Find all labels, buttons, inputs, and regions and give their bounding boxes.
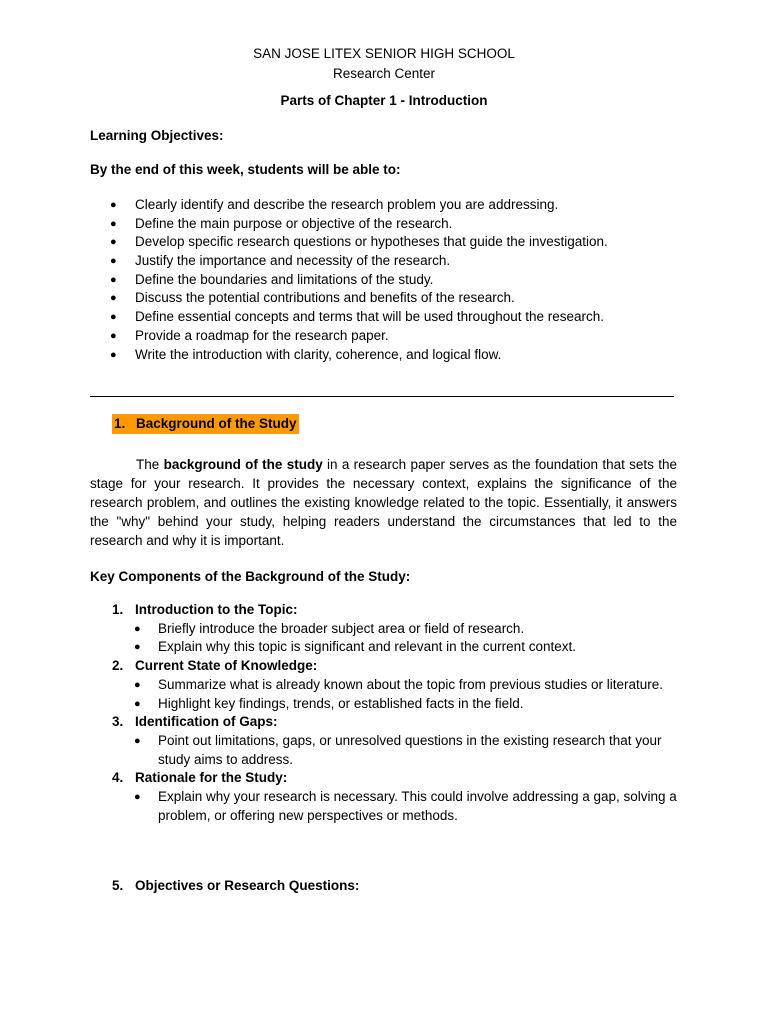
- bullet-icon: ●: [110, 236, 117, 249]
- bullet-icon: ●: [134, 734, 141, 747]
- horizontal-divider: [90, 396, 674, 397]
- list-item: ● Briefly introduce the broader subject area or field of research.: [134, 620, 682, 639]
- list-item: 3. Identification of Gaps: ● Point out limitations, gaps, or unresolved questions in the existing research that your study aims to address.: [112, 713, 682, 769]
- research-center: Research Center: [332, 66, 436, 81]
- objectives-list: [110, 196, 608, 364]
- list-item: ● Explain why this topic is significant and relevant in the current context.: [134, 638, 682, 657]
- school-name: SAN JOSE LITEX SENIOR HIGH SCHOOL: [253, 46, 515, 61]
- list-item: ● Justify the importance and necessity of the research.: [110, 252, 608, 271]
- bullet-icon: ●: [110, 292, 117, 305]
- learning-objectives-heading: Learning Objectives:: [90, 128, 224, 143]
- section-number: 1.: [114, 416, 126, 431]
- key-components-heading: Key Components of the Background of the Study:: [90, 569, 411, 584]
- component-title: Identification of Gaps:: [135, 714, 278, 730]
- list-item: ● Point out limitations, gaps, or unresolved questions in the existing research that your study aims to address.: [134, 732, 662, 767]
- bullet-icon: ●: [110, 348, 117, 361]
- component-title: Rationale for the Study:: [135, 770, 288, 786]
- component-title: Current State of Knowledge:: [135, 658, 318, 674]
- bullet-icon: ●: [110, 199, 117, 211]
- bullet-icon: ●: [110, 329, 117, 342]
- section-heading-background: [112, 414, 299, 434]
- list-item: ● Define the main purpose or objective of the research.: [110, 215, 608, 234]
- bullet-icon: ●: [134, 697, 141, 710]
- page-title: Parts of Chapter 1 - Introduction: [280, 93, 488, 108]
- list-item: ● Define essential concepts and terms that will be used throughout the research.: [110, 308, 608, 327]
- list-item: ● Discuss the potential contributions and benefits of the research.: [110, 289, 608, 308]
- objectives-lead: By the end of this week, students will be able to:: [90, 162, 401, 177]
- list-item: ● Highlight key findings, trends, or established facts in the field.: [134, 695, 682, 714]
- bullet-icon: ●: [110, 311, 117, 324]
- bullet-icon: ●: [110, 273, 117, 286]
- list-item: ● Provide a roadmap for the research paper.: [110, 327, 608, 346]
- bold-term: background of the study: [163, 457, 323, 472]
- bullet-icon: ●: [134, 641, 141, 654]
- component-item-5: 5. Objectives or Research Questions:: [112, 878, 360, 893]
- bullet-icon: ●: [134, 622, 141, 635]
- components-list: [112, 601, 682, 825]
- list-item: 1. Introduction to the Topic: ● Briefly introduce the broader subject area or field of research. ● Explain why this topic is significant and relevant in the current context.: [112, 601, 682, 657]
- component-title: Objectives or Research Questions:: [135, 878, 360, 893]
- list-item: ● Explain why your research is necessary. This could involve addressing a gap, solving a problem, or offering new perspectives or methods.: [134, 789, 677, 823]
- list-item: ● Clearly identify and describe the research problem you are addressing.: [110, 196, 608, 215]
- list-item: ● Summarize what is already known about the topic from previous studies or literature.: [134, 676, 682, 695]
- component-title: Introduction to the Topic:: [135, 602, 298, 617]
- background-paragraph: The background of the study in a research paper serves as the foundation that sets the stage for your research. It provides the necessary context, explains the significance of the research problem, and outlines the existing knowledge related to the topic. Essentially, it answers the "why" behind your study, helping readers understand the circumstances that led to the research and why it is important.: [90, 457, 677, 548]
- bullet-icon: ●: [134, 678, 141, 691]
- section-title: Background of the Study: [136, 416, 297, 431]
- bullet-icon: ●: [134, 791, 141, 804]
- bullet-icon: ●: [110, 255, 117, 268]
- list-item: 2. Current State of Knowledge: ● Summarize what is already known about the topic from previous studies or literature. ● Highlight key findings, trends, or established facts in the field.: [112, 657, 682, 713]
- list-item: ● Define the boundaries and limitations of the study.: [110, 271, 608, 290]
- list-item: ● Write the introduction with clarity, coherence, and logical flow.: [110, 346, 608, 365]
- bullet-icon: ●: [110, 217, 117, 230]
- list-item: 4. Rationale for the Study: ● Explain why your research is necessary. This could involve addressing a gap, solving a problem, or offering new perspectives or methods.: [112, 769, 682, 825]
- list-item: ● Develop specific research questions or hypotheses that guide the investigation.: [110, 233, 608, 252]
